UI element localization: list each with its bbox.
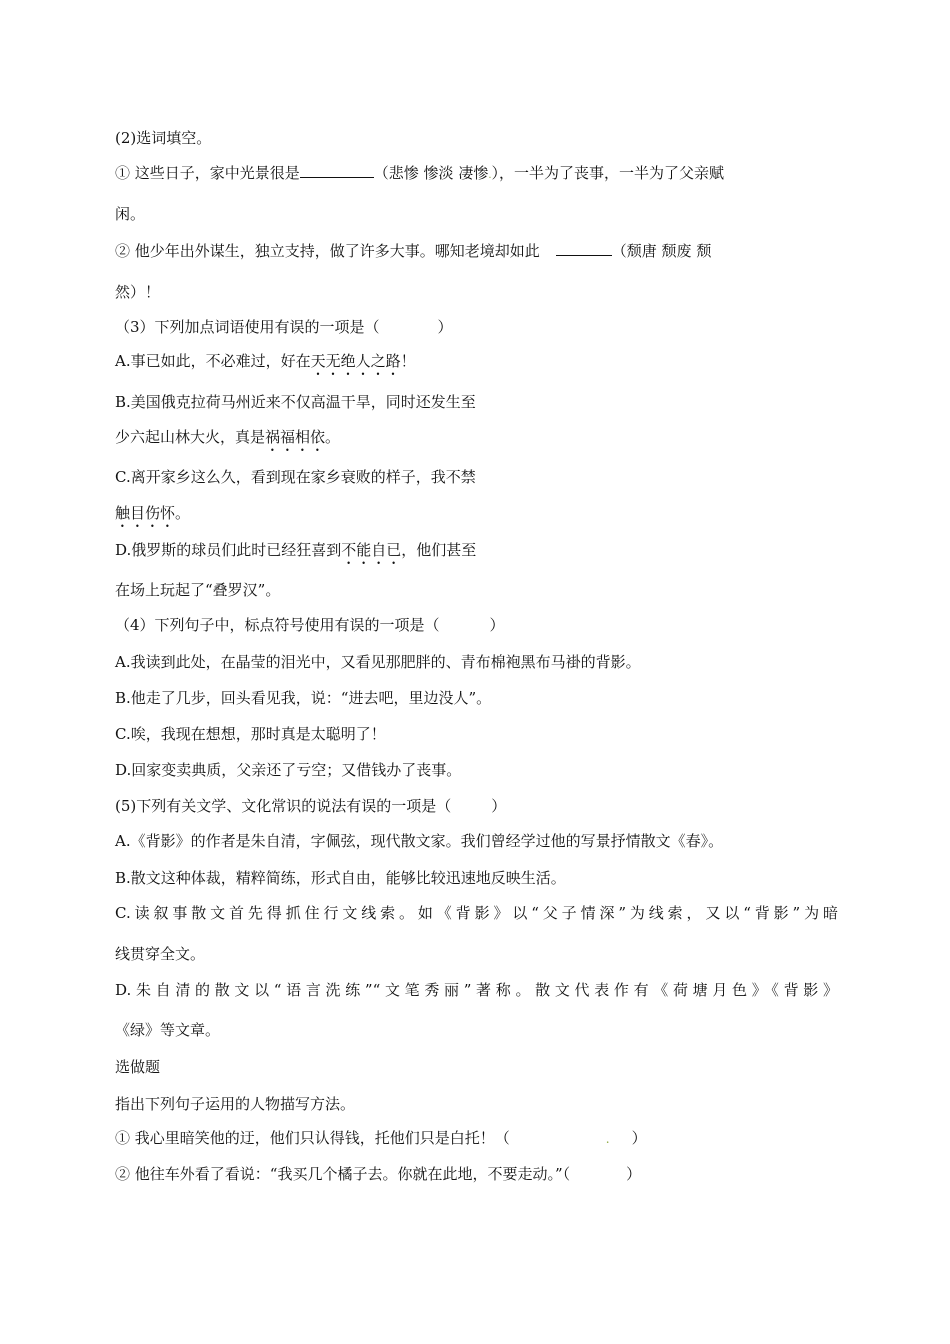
q2-item1-rest: ），一半为了丧事，一半为了父亲赋 [491, 164, 725, 182]
speck-mark: . [488, 170, 492, 181]
q3-option-d-line1: D.俄罗斯的球员们此时已经狂喜到不能自已，他们甚至 [115, 541, 477, 559]
q2-item1-blank[interactable] [300, 163, 374, 178]
q2-item1-text: ① 这些日子，家中光景很是 [115, 164, 300, 182]
q5-option-a: A.《背影》的作者是朱自清，字佩弦，现代散文家。我们曾经学过他的写景抒情散文《春》。 [115, 832, 724, 850]
speck-mark: . [605, 1132, 610, 1146]
optional-sentence-1: ① 我心里暗笑他的迂，他们只认得钱，托他们只是白托！（ . ） [115, 1129, 647, 1147]
q3-option-a: A.事已如此，不必难过，好在天无绝人之路！ [115, 352, 416, 370]
q4-option-d: D.回家变卖典质，父亲还了亏空；又借钱办了丧事。 [115, 761, 462, 779]
q4-option-c: C.唉，我现在想想，那时真是太聪明了！ [115, 725, 386, 743]
q3-option-b-line1: B.美国俄克拉荷马州近来不仅高温干旱，同时还发生至 [115, 393, 476, 411]
q3-option-d-line2: 在场上玩起了“叠罗汉”。 [115, 581, 281, 599]
q2-item2-line2: 然）！ [115, 283, 161, 301]
optional-sentence-2: ② 他往车外看了看说：“我买几个橘子去。你就在此地，不要走动。”（ ） [115, 1165, 642, 1183]
q5-option-c-line2: 线贯穿全文。 [115, 945, 206, 963]
dotted-phrase: 不能自已 [341, 541, 402, 559]
q3-option-c-line1: C.离开家乡这么久，看到现在家乡衰败的样子，我不禁 [115, 468, 476, 486]
q5-option-b: B.散文这种体裁，精粹简练，形式自由，能够比较迅速地反映生活。 [115, 869, 566, 887]
q3-title: （3）下列加点词语使用有误的一项是（ [115, 318, 380, 336]
q2-item2-blank[interactable] [556, 241, 612, 256]
dotted-phrase: 天无绝人之路 [310, 352, 401, 370]
q5-option-c-line1: C.读叙事散文首先得抓住行文线索。如《背影》以“父子情深”为线索，又以“背影”为暗 [115, 904, 838, 922]
q4-option-a: A.我读到此处，在晶莹的泪光中，又看见那肥胖的、青布棉袍黑布马褂的背影。 [115, 653, 641, 671]
q3-option-b-line2: 少六起山林大火，真是祸福相依。 [115, 428, 341, 446]
q2-item2-text: ② 他少年出外谋生，独立支持，做了许多大事。哪知老境却如此 [115, 242, 540, 260]
q5-option-d-line2: 《绿》等文章。 [115, 1021, 221, 1039]
q4-option-b: B.他走了几步，回头看见我，说：“进去吧，里边没人”。 [115, 689, 492, 707]
q3-option-c-line2: 触目伤怀。 [115, 504, 191, 522]
q2-item1-line1 [115, 163, 724, 186]
q5-title-line: (5)下列有关文学、文化常识的说法有误的一项是（ ） [115, 797, 507, 815]
q2-item2-options: （颓唐 颓废 颓 [611, 242, 712, 260]
optional-prompt: 指出下列句子运用的人物描写方法。 [115, 1095, 356, 1113]
q3-title-line: （3）下列加点词语使用有误的一项是（ ） [115, 318, 453, 336]
q4-title: （4）下列句子中，标点符号使用有误的一项是（ [115, 616, 440, 634]
dotted-phrase: 触目伤怀 [115, 504, 176, 522]
optional-heading: 选做题 [115, 1058, 161, 1076]
q2-item1-options: （悲惨 惨淡 凄惨 [373, 164, 489, 182]
q2-item2-line1 [115, 241, 711, 261]
q2-item1-line2: 闲。 [115, 205, 146, 223]
q5-title: (5)下列有关文学、文化常识的说法有误的一项是（ [115, 797, 452, 815]
q5-option-d-line1: D.朱自清的散文以“语言洗练”“文笔秀丽”著称。散文代表作有《荷塘月色》《背影》 [115, 981, 838, 999]
q2-title: (2)选词填空。 [115, 129, 212, 147]
dotted-phrase: 祸福相依 [265, 428, 326, 446]
q4-title-line: （4）下列句子中，标点符号使用有误的一项是（ ） [115, 616, 505, 634]
